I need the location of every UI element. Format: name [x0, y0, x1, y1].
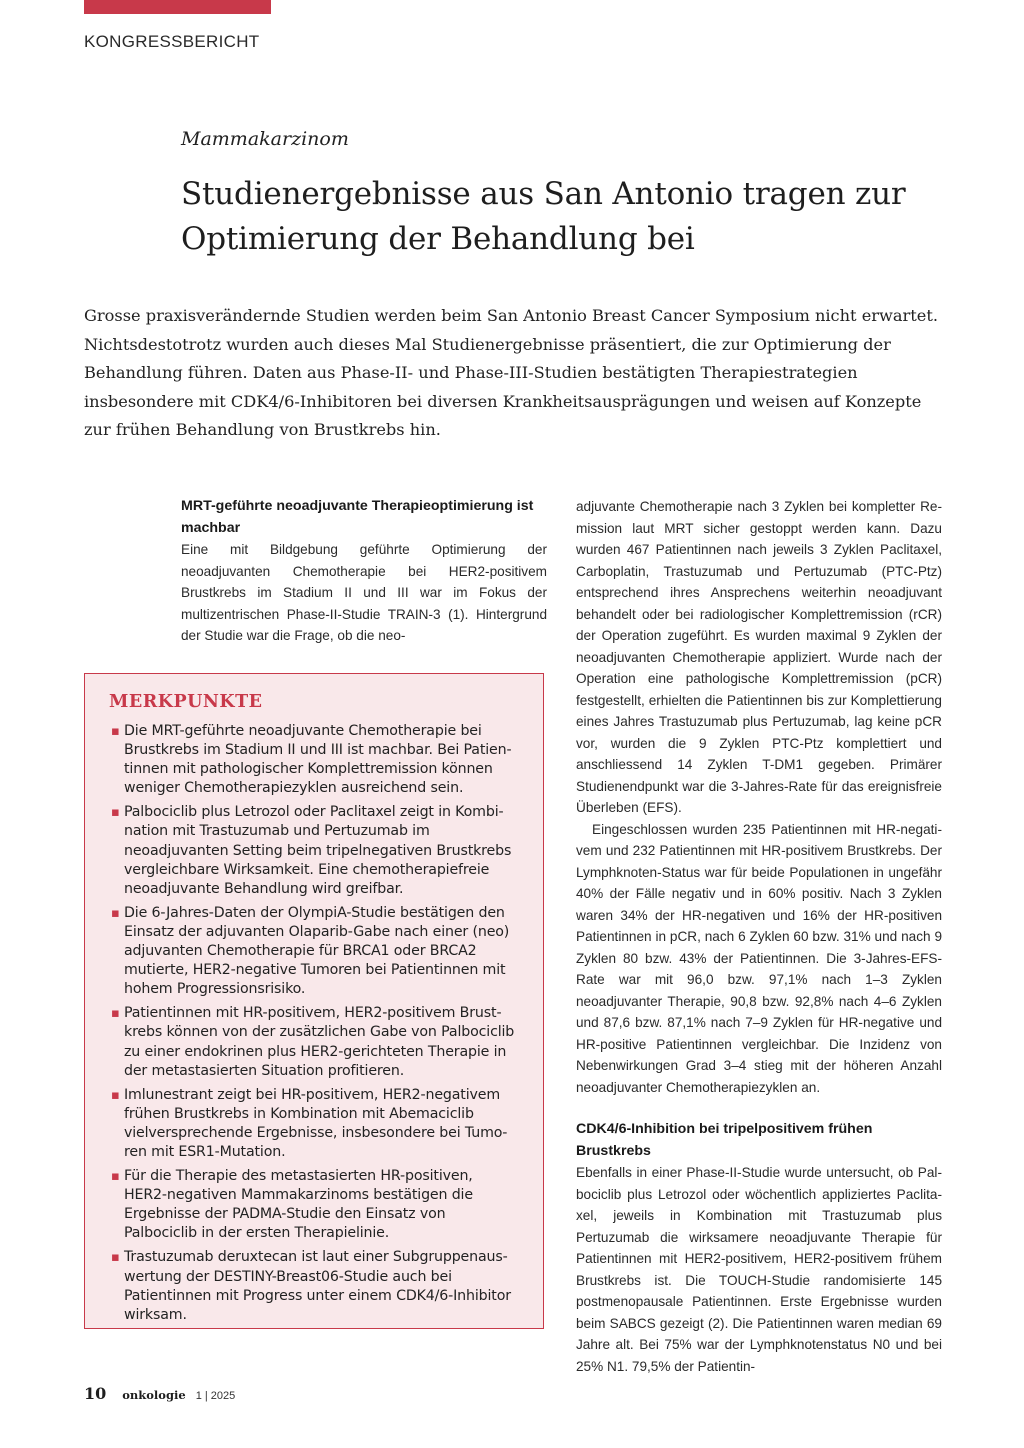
bullet-icon: ▪ — [111, 905, 120, 921]
section-heading: MRT-geführte neoadjuvante Therapieoptimierung ist machbar — [181, 498, 534, 536]
article-lead: Grosse praxisverändernde Studien werden beim San Antonio Breast Cancer Symposium nicht erwartet. Nichtsdestotrotz wurden auch dieses Mal Studienergebnisse präsentiert, die zur Optimierung der Behandlung führen. Daten aus Phase-II- und Phase-III-Studien bestätigten Therapiestrategien insbesondere mit CDK4/6-Inhibitoren bei diversen Krankheitsausprägungen und weisen auf Konzepte zur frühen Behandlung von Brustkrebs hin. — [84, 306, 938, 440]
section-heading: CDK4/6-Inhibition bei tripelpositivem frühen Brustkrebs — [576, 1121, 873, 1159]
right-column — [576, 496, 942, 1377]
merkpunkte-item — [109, 803, 517, 898]
merkpunkte-item-text: Die 6-Jahres-Daten der OlympiA-Studie bestätigen den Einsatz der adjuvanten Olaparib-Gabe nach einer (neo) adjuvanten Chemotherapie für BRCA1 oder BRCA2 mutierte, HER2-negative Tumoren bei Patientinnen mit hohem Progressionsrisiko. — [124, 904, 510, 998]
bullet-icon: ▪ — [111, 1087, 120, 1103]
merkpunkte-item-text: Imlunestrant zeigt bei HR-positivem, HER2-negativem frühen Brustkrebs in Kombination mit Abemaciclib vielversprechende Ergebnisse, insbesondere bei Tumoren mit ESR1-Mutation. — [124, 1086, 508, 1160]
merkpunkte-box — [84, 673, 544, 1329]
page-number: 10 — [84, 1384, 107, 1403]
bullet-icon: ▪ — [111, 805, 120, 821]
body-paragraph: Eingeschlossen wurden 235 Patientinnen mit HR-negativem und 232 Patientinnen mit HR-positivem Brustkrebs. Der Lymphknoten-Status war für beide Populationen in ungefähr 40% der Fälle negativ und in 60% positiv. Nach 3 Zyklen waren 34% der HR-negativen und 16% der HR-positiven Patientinnen in pCR, nach 6 Zyklen 60 bzw. 31% und nach 9 Zyklen 80 bzw. 43% der Patientinnen. Die 3-Jahres-EFS-Rate war mit 96,0 bzw. 97,1% nach 1–3 Zyklen neoadjuvanter Therapie, 90,8 bzw. 92,8% nach 4–6 Zyklen und 87,6 bzw. 87,1% nach 7–9 Zyklen für HR-negative und HR-positive Patientinnen vergleichbar. Die Inzidenz von Nebenwirkungen Grad 3–4 stieg mit der höheren Anzahl neoadjuvanter Chemotherapiezyklen an. — [576, 821, 942, 1095]
merkpunkte-item — [109, 1004, 517, 1080]
merkpunkte-item-text: Patientinnen mit HR-positivem, HER2-positivem Brustkrebs können von der zusätzlichen Gabe von Palbociclib zu einer endokrinen plus HER2-gerichteten Therapie in der metastasierten Situation profitieren. — [124, 1005, 515, 1079]
page-footer — [84, 1384, 235, 1403]
merkpunkte-item — [109, 1167, 517, 1243]
merkpunkte-list — [109, 722, 517, 1325]
merkpunkte-item-text: Palbociclib plus Letrozol oder Paclitaxel zeigt in Kombination mit Trastuzumab und Pertuzumab im neoadjuvanten Setting beim tripelnegativen Brustkrebs vergleichbare Wirksamkeit. Eine chemotherapiefreie neoadjuvante Behandlung wird greifbar. — [124, 804, 512, 897]
merkpunkte-item-text: Die MRT-geführte neoadjuvante Chemotherapie bei Brustkrebs im Stadium II und III ist machbar. Bei Patientinnen mit pathologischer Komplettremission können weniger Chemotherapiezyklen ausreichend sein. — [124, 723, 512, 797]
bullet-icon: ▪ — [111, 1169, 120, 1185]
issue-label: 1 | 2025 — [195, 1390, 236, 1402]
body-paragraph: Eine mit Bildgebung geführte Optimierung der neoadjuvanten Chemotherapie bei HER2-positivem Brustkrebs im Stadium II und III war im Fokus der multizentrischen Phase-II-Studie TRAIN-3 (1). Hintergrund der Studie war die Frage, ob die neo- — [181, 542, 547, 643]
article-title: Studienergebnisse aus San Antonio tragen zur Optimierung der Behandlung bei — [181, 176, 906, 257]
merkpunkte-item — [109, 1086, 517, 1162]
section-label: KONGRESSBERICHT — [84, 32, 260, 51]
merkpunkte-item — [109, 1248, 517, 1324]
body-paragraph: adjuvante Chemotherapie nach 3 Zyklen bei kompletter Remission laut MRT sicher gestoppt werden kann. Dazu wurden 467 Patientinnen nach jeweils 3 Zyklen Paclitaxel, Carboplatin, Trastuzumab und Pertuzumab (PTC-Ptz) entsprechend ihres Ansprechens weiterhin neoadjuvant behandelt oder bei radiologischer Komplettremission (rCR) der Operation zugeführt. Es wurden maximal 9 Zyklen der neoadjuvanten Chemotherapie appliziert. Wurde nach der Operation eine pathologische Komplettremission (pCR) festgestellt, erhielten die Patientinnen bis zur Komplettierung eines Jahres Trastuzumab plus Pertuzumab, lag keine pCR vor, wurden die 9 Zyklen PTC-Ptz komplettiert und anschliessend 14 Zyklen T-DM1 gegeben. Primärer Studienendpunkt war die 3-Jahres-Rate für das ereignisfreie Überleben (EFS). — [576, 499, 942, 815]
bullet-icon: ▪ — [111, 724, 120, 739]
bullet-icon: ▪ — [111, 1250, 120, 1266]
article-kicker: Mammakarzinom — [181, 128, 349, 150]
merkpunkte-item — [109, 722, 517, 798]
journal-name: onkologie — [122, 1388, 186, 1402]
left-column — [181, 496, 547, 647]
bullet-icon: ▪ — [111, 1006, 120, 1022]
header-accent-bar — [84, 0, 271, 14]
merkpunkte-item-text: Trastuzumab deruxtecan ist laut einer Subgruppenauswertung der DESTINY-Breast06-Studie auch bei Patientinnen mit Progress unter einem CDK4/6-Inhibitor wirksam. — [124, 1249, 511, 1323]
merkpunkte-title: MERKPUNKTE — [109, 692, 263, 712]
merkpunkte-item-text: Für die Therapie des metastasierten HR-positiven, HER2-negativen Mammakarzinoms bestätigen die Ergebnisse der PADMA-Studie den Einsatz von Palbociclib in der ersten Therapielinie. — [124, 1168, 473, 1242]
merkpunkte-item — [109, 904, 517, 999]
body-paragraph: Ebenfalls in einer Phase-II-Studie wurde untersucht, ob Palbociclib plus Letrozol oder wöchentlich appliziertes Paclitaxel, jeweils in Kombination mit Trastuzumab plus Pertuzumab die wirksamere neoadjuvante Therapie für Patientinnen mit HER2-positivem, HER2-positivem frühem Brustkrebs ist. Die TOUCH-Studie randomisierte 145 postmenopausale Patientinnen. Erste Ergebnisse wurden beim SABCS gezeigt (2). Die Patientinnen waren median 69 Jahre alt. Bei 75% war der Lymphknotenstatus N0 und bei 25% N1. 79,5% der Patientin- — [576, 1165, 942, 1374]
